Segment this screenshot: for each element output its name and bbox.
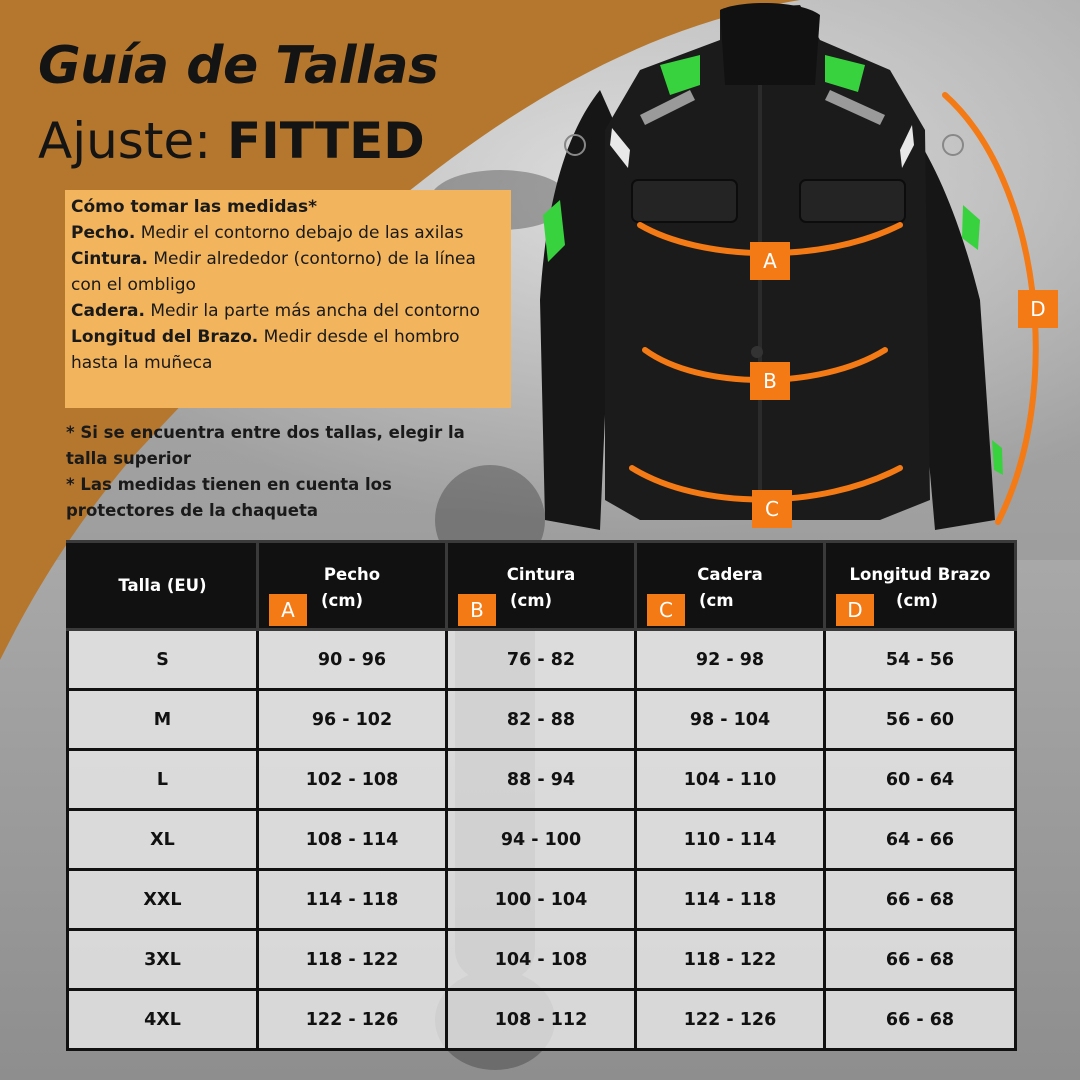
table-row — [68, 810, 1016, 870]
header-waist — [447, 542, 636, 630]
measure-cell: 114 - 118 — [258, 870, 447, 930]
instruction-chest — [71, 220, 505, 246]
measure-cell: 104 - 110 — [636, 750, 825, 810]
measure-cell: 114 - 118 — [636, 870, 825, 930]
instruction-text: Medir el contorno debajo de las axilas — [140, 223, 464, 243]
instruction-arm — [71, 324, 505, 376]
header-arm-length — [825, 542, 1016, 630]
measure-cell: 60 - 64 — [825, 750, 1016, 810]
size-cell: M — [68, 690, 258, 750]
table-row — [68, 750, 1016, 810]
measure-cell: 96 - 102 — [258, 690, 447, 750]
header-badge: C — [647, 594, 685, 626]
instruction-term: Pecho. — [71, 223, 136, 243]
size-cell: 4XL — [68, 990, 258, 1050]
instruction-hip — [71, 298, 505, 324]
measure-cell: 90 - 96 — [258, 630, 447, 690]
header-unit: (cm) — [321, 591, 364, 610]
measure-cell: 54 - 56 — [825, 630, 1016, 690]
header-label: Longitud Brazo — [849, 565, 991, 584]
instruction-text: Medir alrededor (contorno) de la línea con el ombligo — [71, 249, 476, 295]
instructions-heading: Cómo tomar las medidas* — [71, 197, 317, 217]
measure-cell: 118 - 122 — [636, 930, 825, 990]
table-header-row — [68, 542, 1016, 630]
header-unit: (cm) — [896, 591, 939, 610]
instruction-text: Medir la parte más ancha del contorno — [150, 301, 480, 321]
measure-cell: 122 - 126 — [258, 990, 447, 1050]
measure-cell: 66 - 68 — [825, 870, 1016, 930]
header-label: Pecho — [323, 565, 381, 584]
header-badge: D — [836, 594, 874, 626]
page-title: Guía de Tallas — [38, 36, 439, 96]
badge-d-label: D — [1030, 297, 1046, 321]
table-row — [68, 630, 1016, 690]
measure-instructions — [65, 190, 511, 408]
header-badge: A — [269, 594, 307, 626]
measure-cell: 118 - 122 — [258, 930, 447, 990]
measure-cell: 98 - 104 — [636, 690, 825, 750]
fit-line — [38, 112, 425, 170]
fit-value: FITTED — [226, 112, 425, 170]
size-cell: L — [68, 750, 258, 810]
size-cell: 3XL — [68, 930, 258, 990]
table-row — [68, 870, 1016, 930]
table-row — [68, 990, 1016, 1050]
size-table — [66, 540, 1017, 1051]
measure-cell: 110 - 114 — [636, 810, 825, 870]
measure-cell: 66 - 68 — [825, 930, 1016, 990]
measure-cell: 108 - 112 — [447, 990, 636, 1050]
size-cell: XL — [68, 810, 258, 870]
header-label: Cintura — [506, 565, 576, 584]
header-label: Talla (EU) — [118, 576, 207, 595]
measure-cell: 100 - 104 — [447, 870, 636, 930]
badge-a-label: A — [763, 249, 777, 273]
instruction-waist — [71, 246, 505, 298]
header-hip — [636, 542, 825, 630]
note-between-sizes: * Si se encuentra entre dos tallas, elegir la talla superior — [66, 423, 465, 468]
measure-cell: 122 - 126 — [636, 990, 825, 1050]
instruction-term: Cintura. — [71, 249, 148, 269]
measure-cell: 64 - 66 — [825, 810, 1016, 870]
measure-cell: 94 - 100 — [447, 810, 636, 870]
instruction-term: Cadera. — [71, 301, 145, 321]
header-size — [68, 542, 258, 630]
size-cell: S — [68, 630, 258, 690]
header-unit: (cm) — [510, 591, 553, 610]
measure-cell: 108 - 114 — [258, 810, 447, 870]
notes — [66, 420, 496, 524]
measure-cell: 102 - 108 — [258, 750, 447, 810]
header-label: Cadera — [697, 565, 763, 584]
header-chest — [258, 542, 447, 630]
instruction-term: Longitud del Brazo. — [71, 327, 259, 347]
measure-cell: 104 - 108 — [447, 930, 636, 990]
fit-label: Ajuste: — [38, 112, 212, 170]
header-unit: (cm — [699, 591, 734, 610]
measure-cell: 66 - 68 — [825, 990, 1016, 1050]
note-protectors: * Las medidas tienen en cuenta los protectores de la chaqueta — [66, 475, 392, 520]
badge-c-label: C — [765, 497, 779, 521]
measure-cell: 92 - 98 — [636, 630, 825, 690]
measure-cell: 82 - 88 — [447, 690, 636, 750]
jacket-diagram — [520, 0, 1080, 545]
measure-cell: 56 - 60 — [825, 690, 1016, 750]
table-row — [68, 930, 1016, 990]
badge-b-label: B — [763, 369, 777, 393]
measure-cell: 76 - 82 — [447, 630, 636, 690]
table-row — [68, 690, 1016, 750]
instruction-text: Medir desde el hombro hasta la muñeca — [71, 327, 460, 373]
size-cell: XXL — [68, 870, 258, 930]
measure-cell: 88 - 94 — [447, 750, 636, 810]
header-badge: B — [458, 594, 496, 626]
